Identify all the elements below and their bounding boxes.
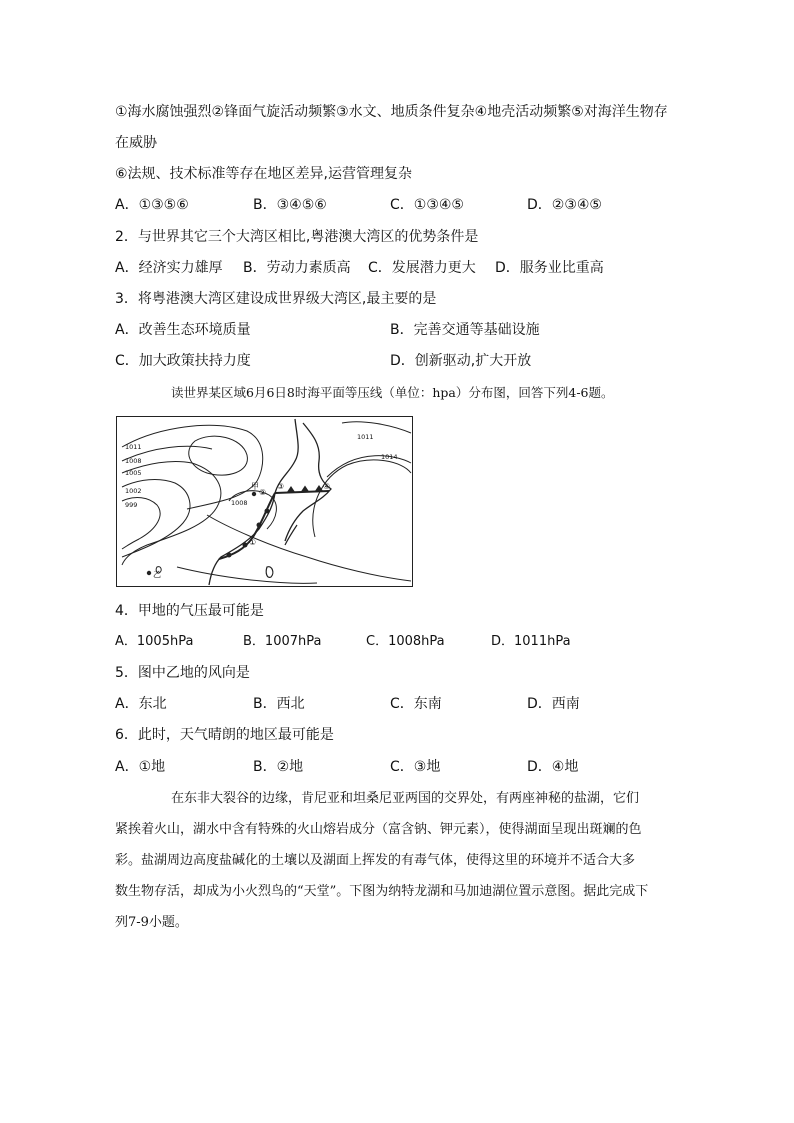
isobar-label: 1014 (381, 453, 398, 461)
q6-stem: 6．此时，天气晴朗的地区最可能是 (115, 727, 334, 743)
q1-items-line3: ⑥法规、技术标准等存在地区差异,运营管理复杂 (115, 166, 412, 182)
isobar-label: 1008 (125, 457, 142, 465)
isobar-label: 1011 (357, 433, 374, 441)
q5-option-a: A．东北 (115, 696, 167, 712)
q4-option-b: B．1007hPa (243, 634, 322, 649)
q1-items-line1: ①海水腐蚀强烈②锋面气旋活动频繁③水文、地质条件复杂④地壳活动频繁⑤对海洋生物存 (115, 104, 668, 120)
q4-option-d: D．1011hPa (491, 634, 571, 649)
q6-option-b: B．②地 (253, 759, 304, 775)
q2-option-a: A．经济实力雄厚 (115, 260, 223, 276)
q1-option-a: A．①③⑤⑥ (115, 197, 189, 213)
q1-items-line2: 在威胁 (115, 135, 157, 151)
q3-option-b: B．完善交通等基础设施 (390, 322, 540, 338)
q1-option-c: C．①③④⑤ (390, 197, 464, 213)
q2-option-c: C．发展潜力更大 (368, 260, 476, 276)
q4-stem: 4．甲地的气压最可能是 (115, 603, 264, 619)
passage-line-2: 紧挨着火山，湖水中含有特殊的火山熔岩成分（富含钠、钾元素），使得湖面呈现出斑斓的色 (115, 822, 642, 837)
marker-2: ② (259, 488, 267, 497)
q5-option-b: B．西北 (253, 696, 305, 712)
q2-stem: 2．与世界其它三个大湾区相比,粤港澳大湾区的优势条件是 (115, 229, 479, 245)
isobar-label: 1005 (125, 469, 142, 477)
intro-4-6: 读世界某区域6月6日8时海平面等压线（单位：hpa）分布图，回答下列4-6题。 (171, 385, 614, 400)
q6-option-a: A．①地 (115, 759, 166, 775)
isobar-label: 999 (125, 501, 138, 509)
q3-stem: 3．将粤港澳大湾区建设成世界级大湾区,最主要的是 (115, 291, 437, 307)
isobar-label: 1002 (125, 487, 142, 495)
isobar-label: 1011 (125, 443, 142, 451)
q5-option-c: C．东南 (390, 696, 442, 712)
place-yi: 乙 (153, 570, 161, 579)
passage-line-4: 数生物存活，却成为小火烈鸟的“天堂”。下图为纳特龙湖和马加迪湖位置示意图。据此完成下 (115, 884, 649, 899)
marker-4: ④ (323, 482, 331, 491)
q2-option-d: D．服务业比重高 (495, 260, 604, 276)
q6-option-c: C．③地 (390, 759, 441, 775)
q1-option-d: D．②③④⑤ (527, 197, 602, 213)
isobar-map (116, 416, 413, 587)
q3-option-c: C．加大政策扶持力度 (115, 353, 251, 369)
isobar-map-drawing (117, 417, 412, 586)
q1-option-b: B．③④⑤⑥ (253, 197, 327, 213)
isobar-label: 1008 (231, 499, 248, 507)
marker-3: ③ (277, 482, 285, 491)
marker-1: ① (249, 538, 257, 547)
passage-line-5: 列7-9小题。 (115, 915, 188, 930)
q6-option-d: D．④地 (527, 759, 579, 775)
q4-option-c: C．1008hPa (366, 634, 445, 649)
place-jia: 甲 (251, 482, 259, 491)
q3-option-a: A．改善生态环境质量 (115, 322, 251, 338)
q4-option-a: A．1005hPa (115, 634, 194, 649)
q5-option-d: D．西南 (527, 696, 580, 712)
passage-line-3: 彩。盐湖周边高度盐碱化的土壤以及湖面上挥发的有毒气体，使得这里的环境并不适合大多 (115, 853, 636, 868)
q5-stem: 5．图中乙地的风向是 (115, 665, 250, 681)
passage-line-1: 在东非大裂谷的边缘，肯尼亚和坦桑尼亚两国的交界处，有两座神秘的盐湖，它们 (171, 791, 640, 806)
q3-option-d: D．创新驱动,扩大开放 (390, 353, 532, 369)
q2-option-b: B．劳动力素质高 (243, 260, 351, 276)
